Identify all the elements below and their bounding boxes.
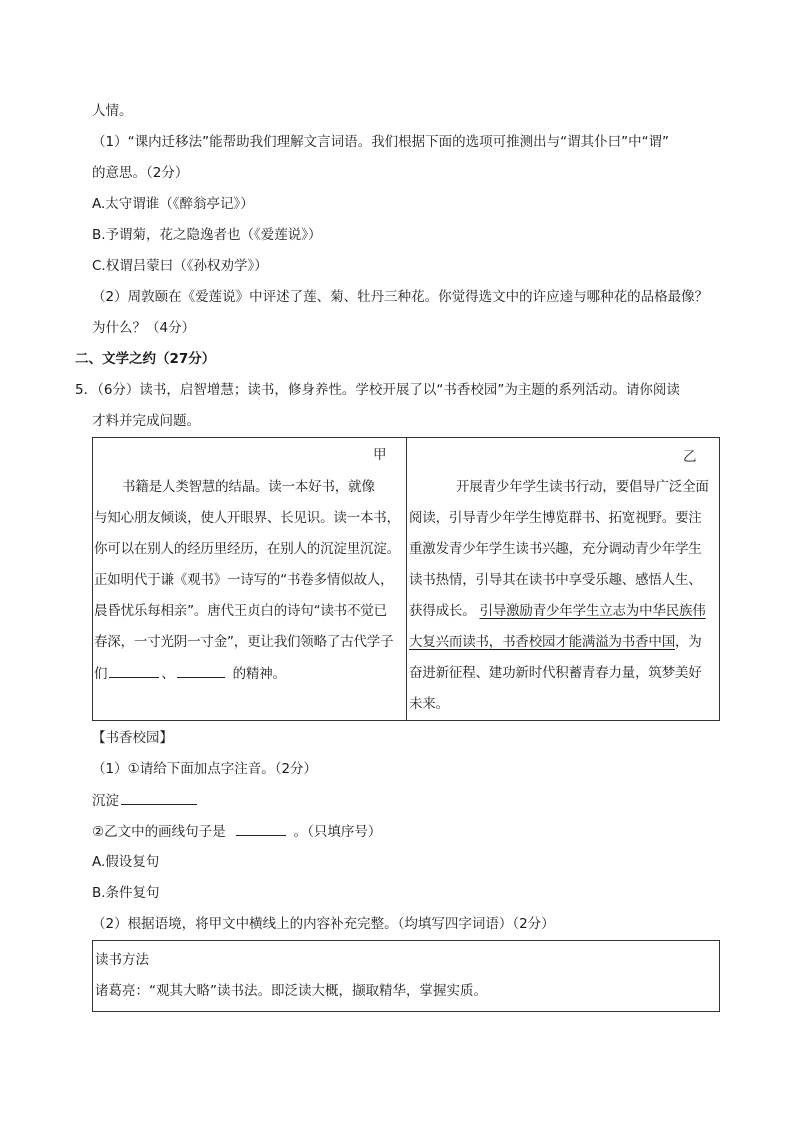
sequence-answer-blank[interactable] bbox=[236, 821, 286, 836]
q4-option-c: C.权谓吕蒙曰（《孙权劝学》） bbox=[92, 258, 268, 274]
q4-sub2-line2: 为什么？（4分） bbox=[92, 320, 196, 336]
table-divider bbox=[406, 437, 407, 721]
section-tag: 【书香校园】 bbox=[92, 730, 173, 746]
s2-line1: （2）根据语境，将甲文中横线上的内容补充完整。（均填写四字词语）（2分） bbox=[92, 916, 555, 932]
method-title: 读书方法 bbox=[95, 952, 149, 968]
table-left-title: 甲 bbox=[373, 447, 387, 463]
pinyin-target-word: 沉淀 bbox=[92, 793, 119, 809]
s1-line3 bbox=[92, 821, 381, 842]
s1-line1: （1）①请给下面加点字注音。（2分） bbox=[92, 761, 318, 777]
yi-line-4: 读书热情，引导其在读书中享受乐趣、感悟人生、 bbox=[409, 572, 702, 588]
s1-line3-start: ②乙文中的画线句子是 bbox=[92, 824, 226, 840]
jia-line-7 bbox=[94, 663, 286, 684]
q4-sub1-line1: （1）“课内迁移法”能帮助我们理解文言词语。我们根据下面的选项可推测出与“谓其仆曰”中“谓” bbox=[92, 134, 670, 150]
q4-sub1-line2: 的意思。（2分） bbox=[92, 165, 189, 181]
underlined-sentence-part-2: 大复兴而读书，书香校园才能满溢为书香中国 bbox=[409, 634, 675, 650]
jia-line-4: 正如明代于谦《观书》一诗写的“书卷多情似故人， bbox=[94, 572, 394, 588]
yi-line-3: 重激发青少年学生读书兴趣，充分调动青少年学生 bbox=[409, 541, 702, 557]
jia-line-6: 春深，一寸光阴一寸金”，更让我们领略了古代学子 bbox=[94, 634, 394, 650]
q5-line2: 才料并完成问题。 bbox=[92, 413, 200, 429]
s1-option-b: B.条件复句 bbox=[92, 885, 160, 901]
yi-line-1: 开展青少年学生读书行动，要倡导广泛全面 bbox=[456, 479, 709, 495]
jia-line-5: 晨昏忧乐每相亲”。唐代王贞白的诗句“读书不觉已 bbox=[94, 603, 387, 619]
section-2-title: 二、文学之约（27分） bbox=[75, 351, 216, 367]
yi-line-5-start: 获得成长。 bbox=[409, 603, 476, 619]
yi-line-5 bbox=[409, 601, 706, 621]
s1-word-line bbox=[92, 790, 197, 811]
yi-line-7: 奋进新征程、建功新时代积蓄青春力量，筑梦美好 bbox=[409, 665, 702, 681]
jia-line-7-end: 的精神。 bbox=[232, 666, 286, 682]
answer-blank-2[interactable] bbox=[177, 663, 225, 678]
jia-line-1: 书籍是人类智慧的结晶。读一本好书，就像 bbox=[122, 479, 375, 495]
q4-option-b: B.予谓菊，花之隐逸者也（《爱莲说》） bbox=[92, 227, 322, 243]
s1-option-a: A.假设复句 bbox=[92, 854, 160, 870]
pinyin-answer-blank[interactable] bbox=[121, 790, 197, 805]
jia-separator: 、 bbox=[161, 666, 175, 682]
jia-line-7-start: 们 bbox=[94, 666, 108, 682]
yi-line-8: 未来。 bbox=[409, 696, 449, 712]
q5-line1: 5．（6分）读书，启智增慧；读书，修身养性。学校开展了以“书香校园”为主题的系列活动。请你阅读 bbox=[75, 382, 680, 398]
jia-line-2: 与知心朋友倾谈，使人开眼界、长见识。读一本书， bbox=[94, 510, 400, 526]
jia-line-3: 你可以在别人的经历里经历，在别人的沉淀里沉淀。 bbox=[94, 541, 400, 557]
q4-sub2-line1: （2）周敦颐在《爱莲说》中评述了莲、菊、牡丹三种花。你觉得选文中的许应逵与哪种花的品格最像？ bbox=[92, 289, 709, 305]
underlined-sentence-part-1: 引导激励青少年学生立志为中华民族伟 bbox=[479, 603, 706, 619]
method-line: 诸葛亮：“观其大略”读书法。即泛读大概，撷取精华，掌握实质。 bbox=[95, 983, 487, 999]
intro-tail: 人情。 bbox=[92, 103, 133, 119]
s1-line3-end: 。（只填序号） bbox=[293, 824, 382, 840]
reading-method-box bbox=[92, 940, 720, 1012]
answer-blank-1[interactable] bbox=[109, 663, 159, 678]
table-right-title: 乙 bbox=[683, 449, 697, 465]
yi-line-6: 大复兴而读书，书香校园才能满溢为书香中国，为 bbox=[409, 634, 702, 650]
yi-line-2: 阅读，引导青少年学生博览群书、拓宽视野。要注 bbox=[409, 510, 702, 526]
q4-option-a: A.太守谓谁（《醉翁亭记》） bbox=[92, 196, 254, 212]
